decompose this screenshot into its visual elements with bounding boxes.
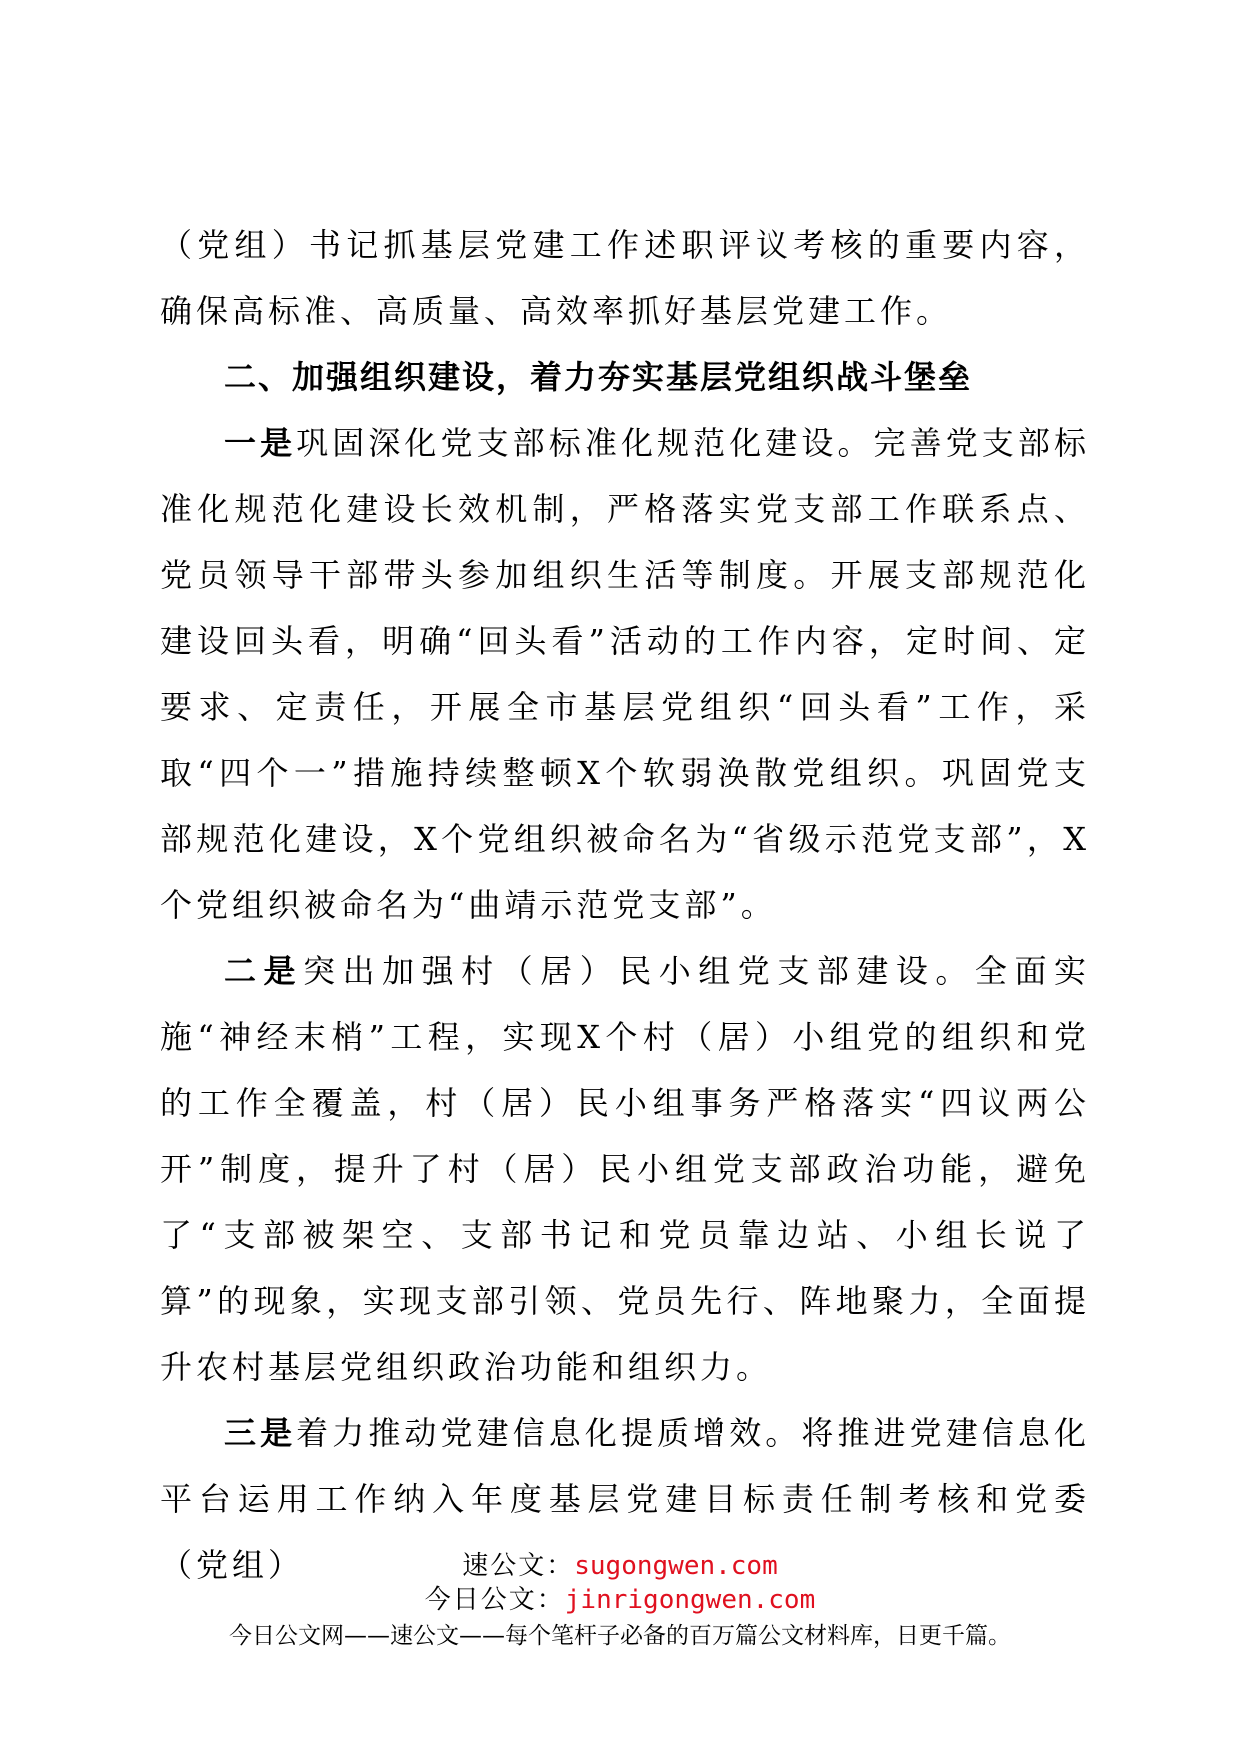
paragraph-item-2 — [160, 938, 1090, 1400]
paragraph-text: 突出加强村（居）民小组党支部建设。全面实施“神经末梢”工程，实现X个村（居）小组党的组织和党的工作全覆盖，村（居）民小组事务严格落实“四议两公开”制度，提升了村（居）民小组党支部政治功能，避免了“支部被架空、支部书记和党员靠边站、小组长说了算”的现象，实现支部引领、党员先行、阵地聚力，全面提升农村基层党组织政治功能和组织力。 — [160, 952, 1090, 1386]
paragraph-lead: 一是 — [224, 424, 297, 462]
footer-jinrigongwen — [0, 1583, 1240, 1617]
footer-slogan: 今日公文网——速公文——每个笔杆子必备的百万篇公文材料库，日更千篇。 — [229, 1623, 1011, 1649]
sugongwen-link[interactable]: sugongwen.com — [574, 1551, 778, 1581]
section-heading: 二、加强组织建设，着力夯实基层党组织战斗堡垒 — [224, 358, 973, 396]
footer-label: 今日公文： — [424, 1585, 565, 1615]
footer-sugongwen — [0, 1549, 1240, 1583]
footer-label: 速公文： — [462, 1551, 575, 1581]
paragraph-continuation: （党组）书记抓基层党建工作述职评议考核的重要内容，确保高标准、高质量、高效率抓好基层党建工作。 — [160, 226, 1090, 330]
paragraph-text: 巩固深化党支部标准化规范化建设。完善党支部标准化规范化建设长效机制，严格落实党支部工作联系点、党员领导干部带头参加组织生活等制度。开展支部规范化建设回头看，明确“回头看”活动的工作内容，定时间、定要求、定责任，开展全市基层党组织“回头看”工作，采取“四个一”措施持续整顿X个软弱涣散党组织。巩固党支部规范化建设，X个党组织被命名为“省级示范党支部”，X个党组织被命名为“曲靖示范党支部”。 — [160, 424, 1090, 924]
paragraph-lead: 二是 — [224, 952, 304, 990]
paragraph-item-1 — [160, 410, 1090, 938]
paragraph-text: 着力推动党建信息化提质增效。将推进党建信息化平台运用工作纳入年度基层党建目标责任制考核和党委（党组） — [160, 1414, 1090, 1584]
jinrigongwen-link[interactable]: jinrigongwen.com — [564, 1585, 816, 1615]
document-body — [160, 212, 1090, 1598]
paragraph-lead: 三是 — [224, 1414, 297, 1452]
